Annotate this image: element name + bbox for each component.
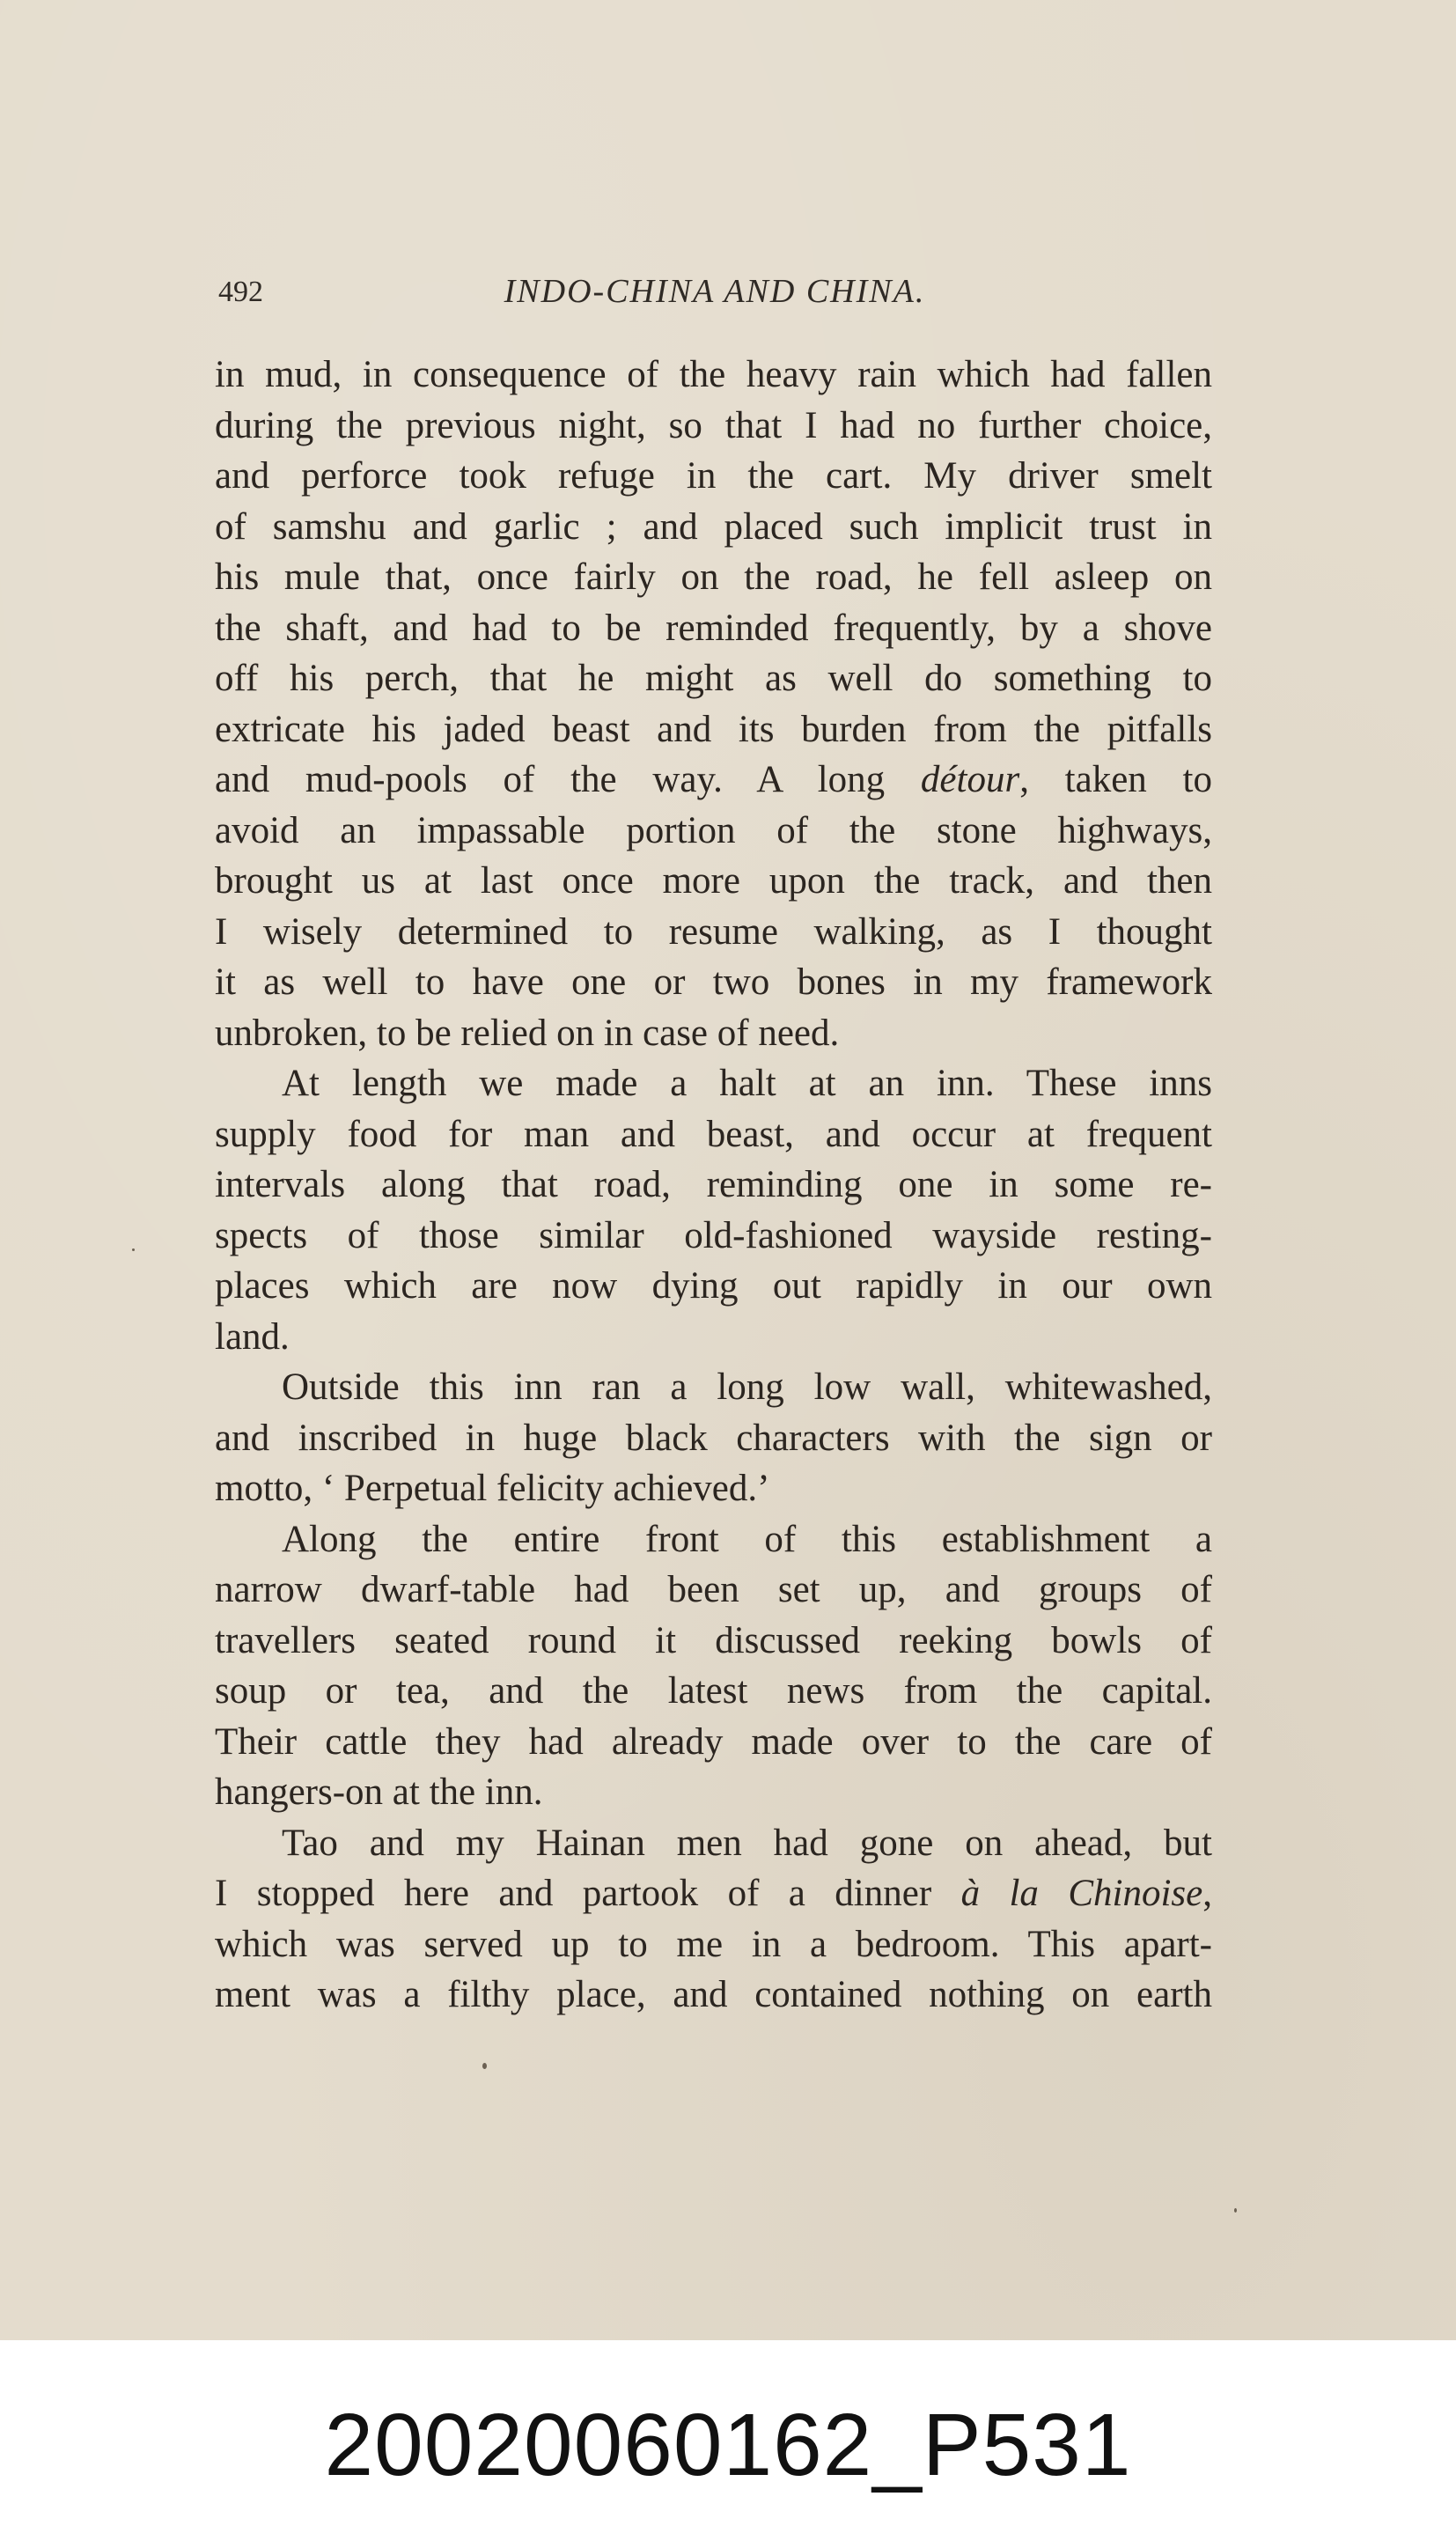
text-segment: narrow dwarf-table had been set up, and groups of	[215, 1569, 1212, 1610]
text-line	[215, 552, 1212, 603]
text-segment: off his perch, that he might as well do something to	[215, 658, 1212, 699]
text-line	[215, 1666, 1212, 1717]
text-segment: spects of those similar old-fashioned wayside resting-	[215, 1214, 1212, 1256]
text-line	[215, 1463, 1212, 1514]
text-segment: the shaft, and had to be reminded frequently, by a shove	[215, 607, 1212, 649]
text-segment: hangers-on at the inn.	[215, 1771, 543, 1813]
text-segment: during the previous night, so that I had no further choice,	[215, 404, 1212, 446]
text-segment: I stopped here and partook of a dinner	[215, 1873, 961, 1914]
text-segment: motto, ‘ Perpetual felicity achieved.’	[215, 1468, 770, 1509]
text-segment: Outside this inn ran a long low wall, whitewashed,	[282, 1366, 1212, 1408]
text-line	[215, 1008, 1212, 1059]
text-segment: which was served up to me in a bedroom. This apart-	[215, 1923, 1212, 1965]
text-segment: ment was a filthy place, and contained nothing on earth	[215, 1974, 1212, 2015]
text-segment: and perforce took refuge in the cart. My driver smelt	[215, 455, 1212, 497]
text-line	[215, 350, 1212, 401]
text-line	[215, 755, 1212, 806]
text-line	[215, 1261, 1212, 1312]
paper-speck	[132, 1248, 135, 1251]
text-line	[215, 1767, 1212, 1818]
catalog-strip	[0, 2340, 1456, 2548]
text-line	[215, 1362, 1212, 1413]
text-segment: ,	[1202, 1873, 1212, 1914]
text-line	[215, 1514, 1212, 1565]
text-line	[215, 1919, 1212, 1970]
running-head: INDO-CHINA AND CHINA.	[504, 273, 926, 310]
text-segment: supply food for man and beast, and occur at frequent	[215, 1113, 1212, 1155]
text-line	[215, 704, 1212, 755]
text-segment: unbroken, to be relied on in case of need.	[215, 1012, 840, 1054]
italic-text: détour	[920, 759, 1020, 800]
text-line	[215, 401, 1212, 452]
text-line	[215, 1312, 1212, 1363]
text-segment: , taken to	[1019, 759, 1212, 800]
text-line	[215, 1160, 1212, 1211]
text-segment: avoid an impassable portion of the stone highways,	[215, 809, 1212, 851]
paper-speck	[482, 2063, 487, 2069]
text-segment: his mule that, once fairly on the road, he fell asleep on	[215, 556, 1212, 598]
text-line	[215, 1717, 1212, 1768]
paper-speck	[1234, 2208, 1237, 2213]
text-segment: extricate his jaded beast and its burden from the pitfalls	[215, 708, 1212, 750]
italic-text: à la Chinoise	[960, 1873, 1203, 1914]
text-line	[215, 806, 1212, 857]
text-line	[215, 451, 1212, 502]
text-segment: and mud-pools of the way. A long	[215, 759, 921, 800]
text-line	[215, 907, 1212, 958]
text-line	[215, 1413, 1212, 1464]
text-segment: places which are now dying out rapidly in our own	[215, 1265, 1212, 1307]
catalog-number: 20020060162_P531	[324, 2396, 1132, 2494]
text-line	[215, 1616, 1212, 1667]
text-segment: intervals along that road, reminding one in some re-	[215, 1164, 1212, 1205]
text-line	[215, 603, 1212, 654]
text-segment: brought us at last once more upon the track, and then	[215, 860, 1212, 902]
text-line	[215, 502, 1212, 553]
text-segment: travellers seated round it discussed reeking bowls of	[215, 1619, 1212, 1661]
text-line	[215, 957, 1212, 1008]
text-segment: it as well to have one or two bones in my framework	[215, 961, 1212, 1003]
text-segment: Their cattle they had already made over to the care of	[215, 1720, 1212, 1763]
text-line	[215, 1211, 1212, 1262]
text-line	[215, 1058, 1212, 1109]
text-line	[215, 856, 1212, 907]
text-segment: Along the entire front of this establishment a	[282, 1518, 1212, 1560]
text-line	[215, 1565, 1212, 1616]
text-line	[215, 1970, 1212, 2021]
text-segment: and inscribed in huge black characters with the sign or	[215, 1417, 1212, 1459]
body-text	[215, 350, 1212, 2021]
text-segment: At length we made a halt at an inn. These inns	[282, 1063, 1212, 1104]
page-header	[218, 269, 1211, 321]
text-segment: in mud, in consequence of the heavy rain which had fallen	[215, 354, 1212, 395]
text-segment: Tao and my Hainan men had gone on ahead, but	[282, 1822, 1212, 1864]
text-segment: land.	[215, 1315, 290, 1358]
text-line	[215, 1818, 1212, 1869]
text-segment: soup or tea, and the latest news from the capital.	[215, 1670, 1212, 1712]
page-number: 492	[218, 276, 263, 308]
text-segment: I wisely determined to resume walking, as I thought	[215, 910, 1212, 953]
text-segment: of samshu and garlic ; and placed such implicit trust in	[215, 505, 1212, 548]
text-line	[215, 1109, 1212, 1160]
text-line	[215, 653, 1212, 704]
text-line	[215, 1868, 1212, 1919]
